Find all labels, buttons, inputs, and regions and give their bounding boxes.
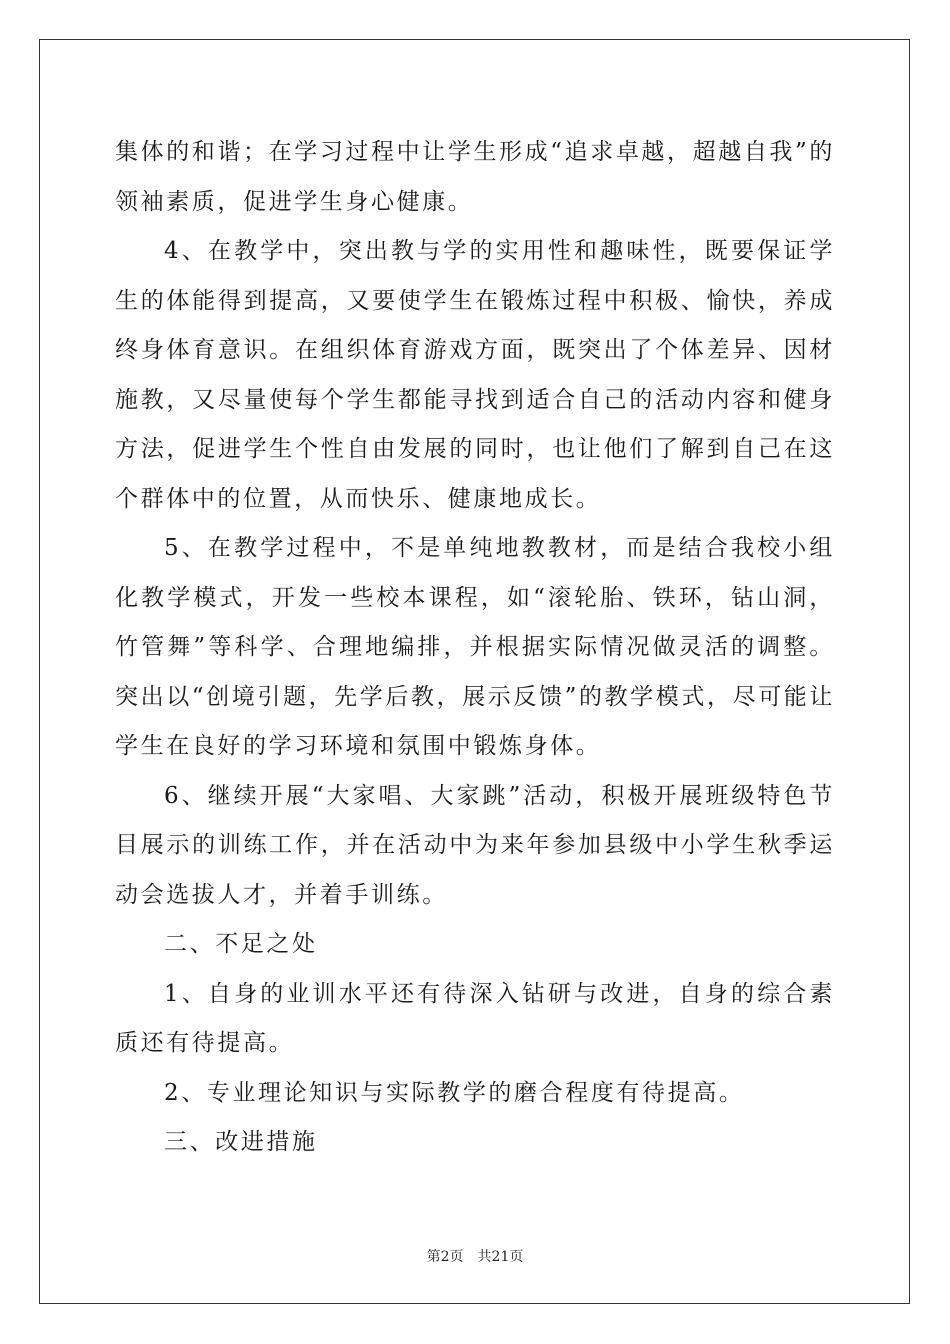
page-number: 第2页: [426, 1249, 464, 1265]
paragraph-3: 5、在教学过程中，不是单纯地教教材，而是结合我校小组化教学模式，开发一些校本课程，如“滚轮胎、铁环，钻山洞，竹管舞”等科学、合理地编排，并根据实际情况做灵活的调整。突出以“创境引题，先学后教，展示反馈”的教学模式，尽可能让学生在良好的学习环境和氛围中锻炼身体。: [115, 535, 835, 759]
page-total: 共21页: [477, 1249, 524, 1265]
section-heading-improvements: 三、改进措施: [164, 1129, 318, 1155]
paragraph-1: 集体的和谐；在学习过程中让学生形成“追求卓越，超越自我”的领袖素质，促进学生身心健康。: [115, 139, 835, 215]
document-body: [115, 128, 835, 1168]
page-footer: [0, 1246, 950, 1266]
paragraph-5: 1、自身的业训水平还有待深入钻研与改进，自身的综合素质还有待提高。: [115, 980, 835, 1056]
paragraph-2: 4、在教学中，突出教与学的实用性和趣味性，既要保证学生的体能得到提高，又要使学生在锻炼过程中积极、愉快，养成终身体育意识。在组织体育游戏方面，既突出了个体差异、因材施教，又尽量使每个学生都能寻找到适合自己的活动内容和健身方法，促进学生个性自由发展的同时，也让他们了解到自己在这个群体中的位置，从而快乐、健康地成长。: [115, 238, 835, 512]
paragraph-6: 2、专业理论知识与实际教学的磨合程度有待提高。: [164, 1079, 745, 1106]
paragraph-4: 6、继续开展“大家唱、大家跳”活动，积极开展班级特色节目展示的训练工作，并在活动中为来年参加县级中小学生秋季运动会选拔人才，并着手训练。: [115, 782, 835, 908]
section-heading-shortcomings: 二、不足之处: [164, 931, 318, 957]
